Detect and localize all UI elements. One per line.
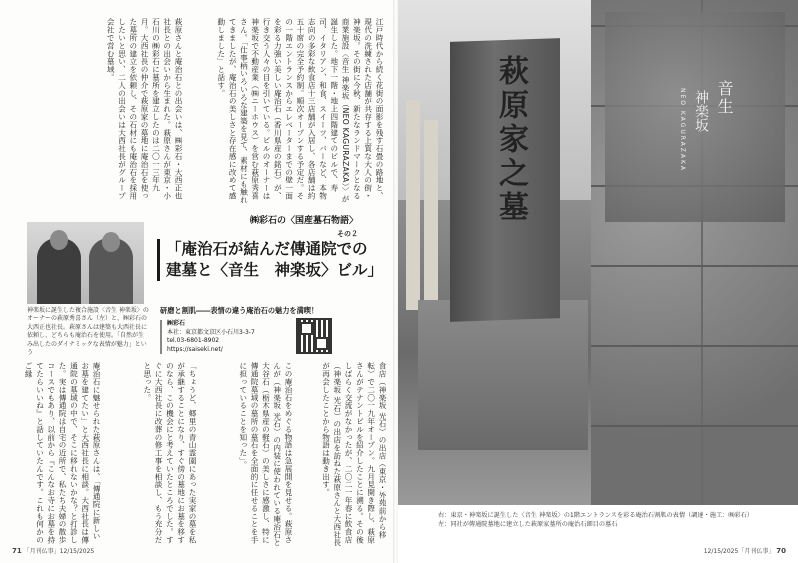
owner-photo: [27, 222, 144, 304]
company-tel: tel.03-6801-8902: [167, 337, 220, 344]
company-address: 本社：東京都文京区小石川3-3-7: [167, 328, 255, 336]
owner-photo-caption: 神楽坂に誕生した複合施設〈音生 神楽坂〉のオーナーの萩原秀喜さん（左）と、㈱彩石の大西正也社長。萩原さんは建築も大西社長に依頼し、どちらも庵治石を使用。「自然が生み出したのダイナミックな表情が魅力」という: [27, 307, 149, 357]
page-number-right: 70: [776, 547, 786, 555]
body-column-top-2: 萩原さんと庵治石との出会いは、㈱彩石・大西正也社長との出会いから生まれた。萩原さんが東京・小石川の㈱彩石に墓所を建立したのは二〇一三年九月。大西社長の仲介で萩原家の墓地に庵治石を使った墓所の建立を依頼し、その石材にも庵治石を採用したいと思い、二人の出会いは大西社長がグループ会社で営む墓域。: [106, 18, 183, 200]
body-column-bottom-1: 食店（神楽坂 光石）の出店（東京・外苑前から移転）で二〇一九年オープン。九月見開き際し、萩原さんがテナントビルを紹介したことに溯る。その後しばらく交流がなかったが、二〇二一年春に飲食店（神楽坂 光石）の出店を訪ねた萩原さんと大西社長が再会したことから物語は動き出す。: [321, 362, 387, 547]
company-name: ㈱彩石: [167, 320, 186, 327]
right-page: [398, 0, 798, 563]
logo-roman: NEO KAGURAZAKA: [679, 88, 686, 172]
body-column-top: 江戸時代から続く花街の面影を残す石畳の路地と、現代の洗練された店舗が共存する上質な大人の街・神楽坂。その街に今秋、新たなランドマークとなる商業施設〈音生 神楽坂（NEO KAGURAZAKA）〉が誕生した。地下一階・地上四階建てのビルで、寿司、イタリアン、和食、スイーツ、バーなど、本物志向の多彩な飲食店十三店舗が入居し、各店舗は約五十席の完全予約制。順次オープンする予定だ。その一階エントランスからエレベーターまでの壁一面を彩る力強い美しい庵治石（香川県産の銘石）が、行き交う人々の目を引いている。ビルのオーナーは神楽坂で不動産業（㈱ニーホウス）を営む萩原秀喜さん。「仕事柄いろいろな建築を見て、素材にも触れてきましたが、庵治石の美しさと存在感に改めて感動しました」と話す。: [216, 18, 384, 204]
body-column-bottom-2: この庵治石をめぐる物語は急展開を見せる。萩原さんが（神楽坂 光石）の内装に使われている庵治石と大谷石（栃木県産の軽石）の美しさに感激し、特に傳通院墓域の墓所の墓石を全面的に任せることを手に担っていることを知った」。: [238, 362, 293, 547]
series-number: その２: [337, 230, 358, 238]
person-right-head: [102, 232, 120, 252]
magazine-name-left: 「月刊仏事」12/15/2025: [23, 548, 95, 555]
body-column-bottom-3: 「ちょうど、郷里の青山霊園にあった実家の墓を私が承継することになり、すぐ傍の墓地にお墓を移すのなら、この機会にと考えていたところでした。すぐに大西社長に改葬の修工事を相談し、もう充分だと思った。: [142, 362, 197, 544]
sotoba-board: [406, 100, 420, 310]
caption-left: 左：同社が傳通院墓地に建立した萩原家墓所の庵治石細目の墓石: [438, 521, 618, 528]
series-title: ㈱彩石の〈国産墓石物語〉: [249, 216, 358, 226]
company-info: [160, 320, 297, 354]
left-page: [0, 0, 395, 563]
caption-right: 右：東京・神楽坂に誕生した〈音生 神楽坂〉の1階エントランスを彩る庵治石割肌の表情（調達・施工：㈱彩石）: [438, 512, 754, 519]
logo-main: 音生: [715, 80, 734, 116]
photo-captions: [438, 511, 798, 529]
company-url[interactable]: https://saiseki.net/: [167, 345, 223, 353]
grave-base: [418, 300, 588, 450]
footer-left: [12, 546, 94, 555]
stone-wall-photo: [591, 0, 798, 505]
article-headline: 「庵治石が結んだ傳通院での建墓と〈音生 神楽坂〉ビル」: [157, 239, 376, 281]
qr-code[interactable]: [296, 318, 332, 354]
page-number-left: 71: [12, 547, 22, 555]
magazine-name-right: 12/15/2025「月刊仏事」: [703, 548, 775, 555]
grave-photo: [398, 0, 591, 505]
sotoba-board: [424, 120, 438, 310]
body-column-bottom-4: 庵治石に魅せられた萩原さんは、「傳通院に新しいお墓を建てたい」と大西社長に相談。大西社長は傳通院の墓域の中で、そこに移れないかな？と打診した。実は傳通院は自宅の近所で、私たち夫婦の散歩コースでもあり、以前から『こんなお寺にお墓を持てたらいいね』と話していたんです。これも何かのご縁: [24, 362, 101, 544]
grave-engraving: 萩原家之墓: [493, 55, 528, 225]
person-left-head: [50, 230, 68, 250]
article-subhead: 研磨と割肌――表情の違う庵治石の魅力を満喫！: [160, 306, 319, 315]
footer-right: [704, 546, 786, 555]
logo-sub: 神楽坂: [693, 90, 709, 132]
